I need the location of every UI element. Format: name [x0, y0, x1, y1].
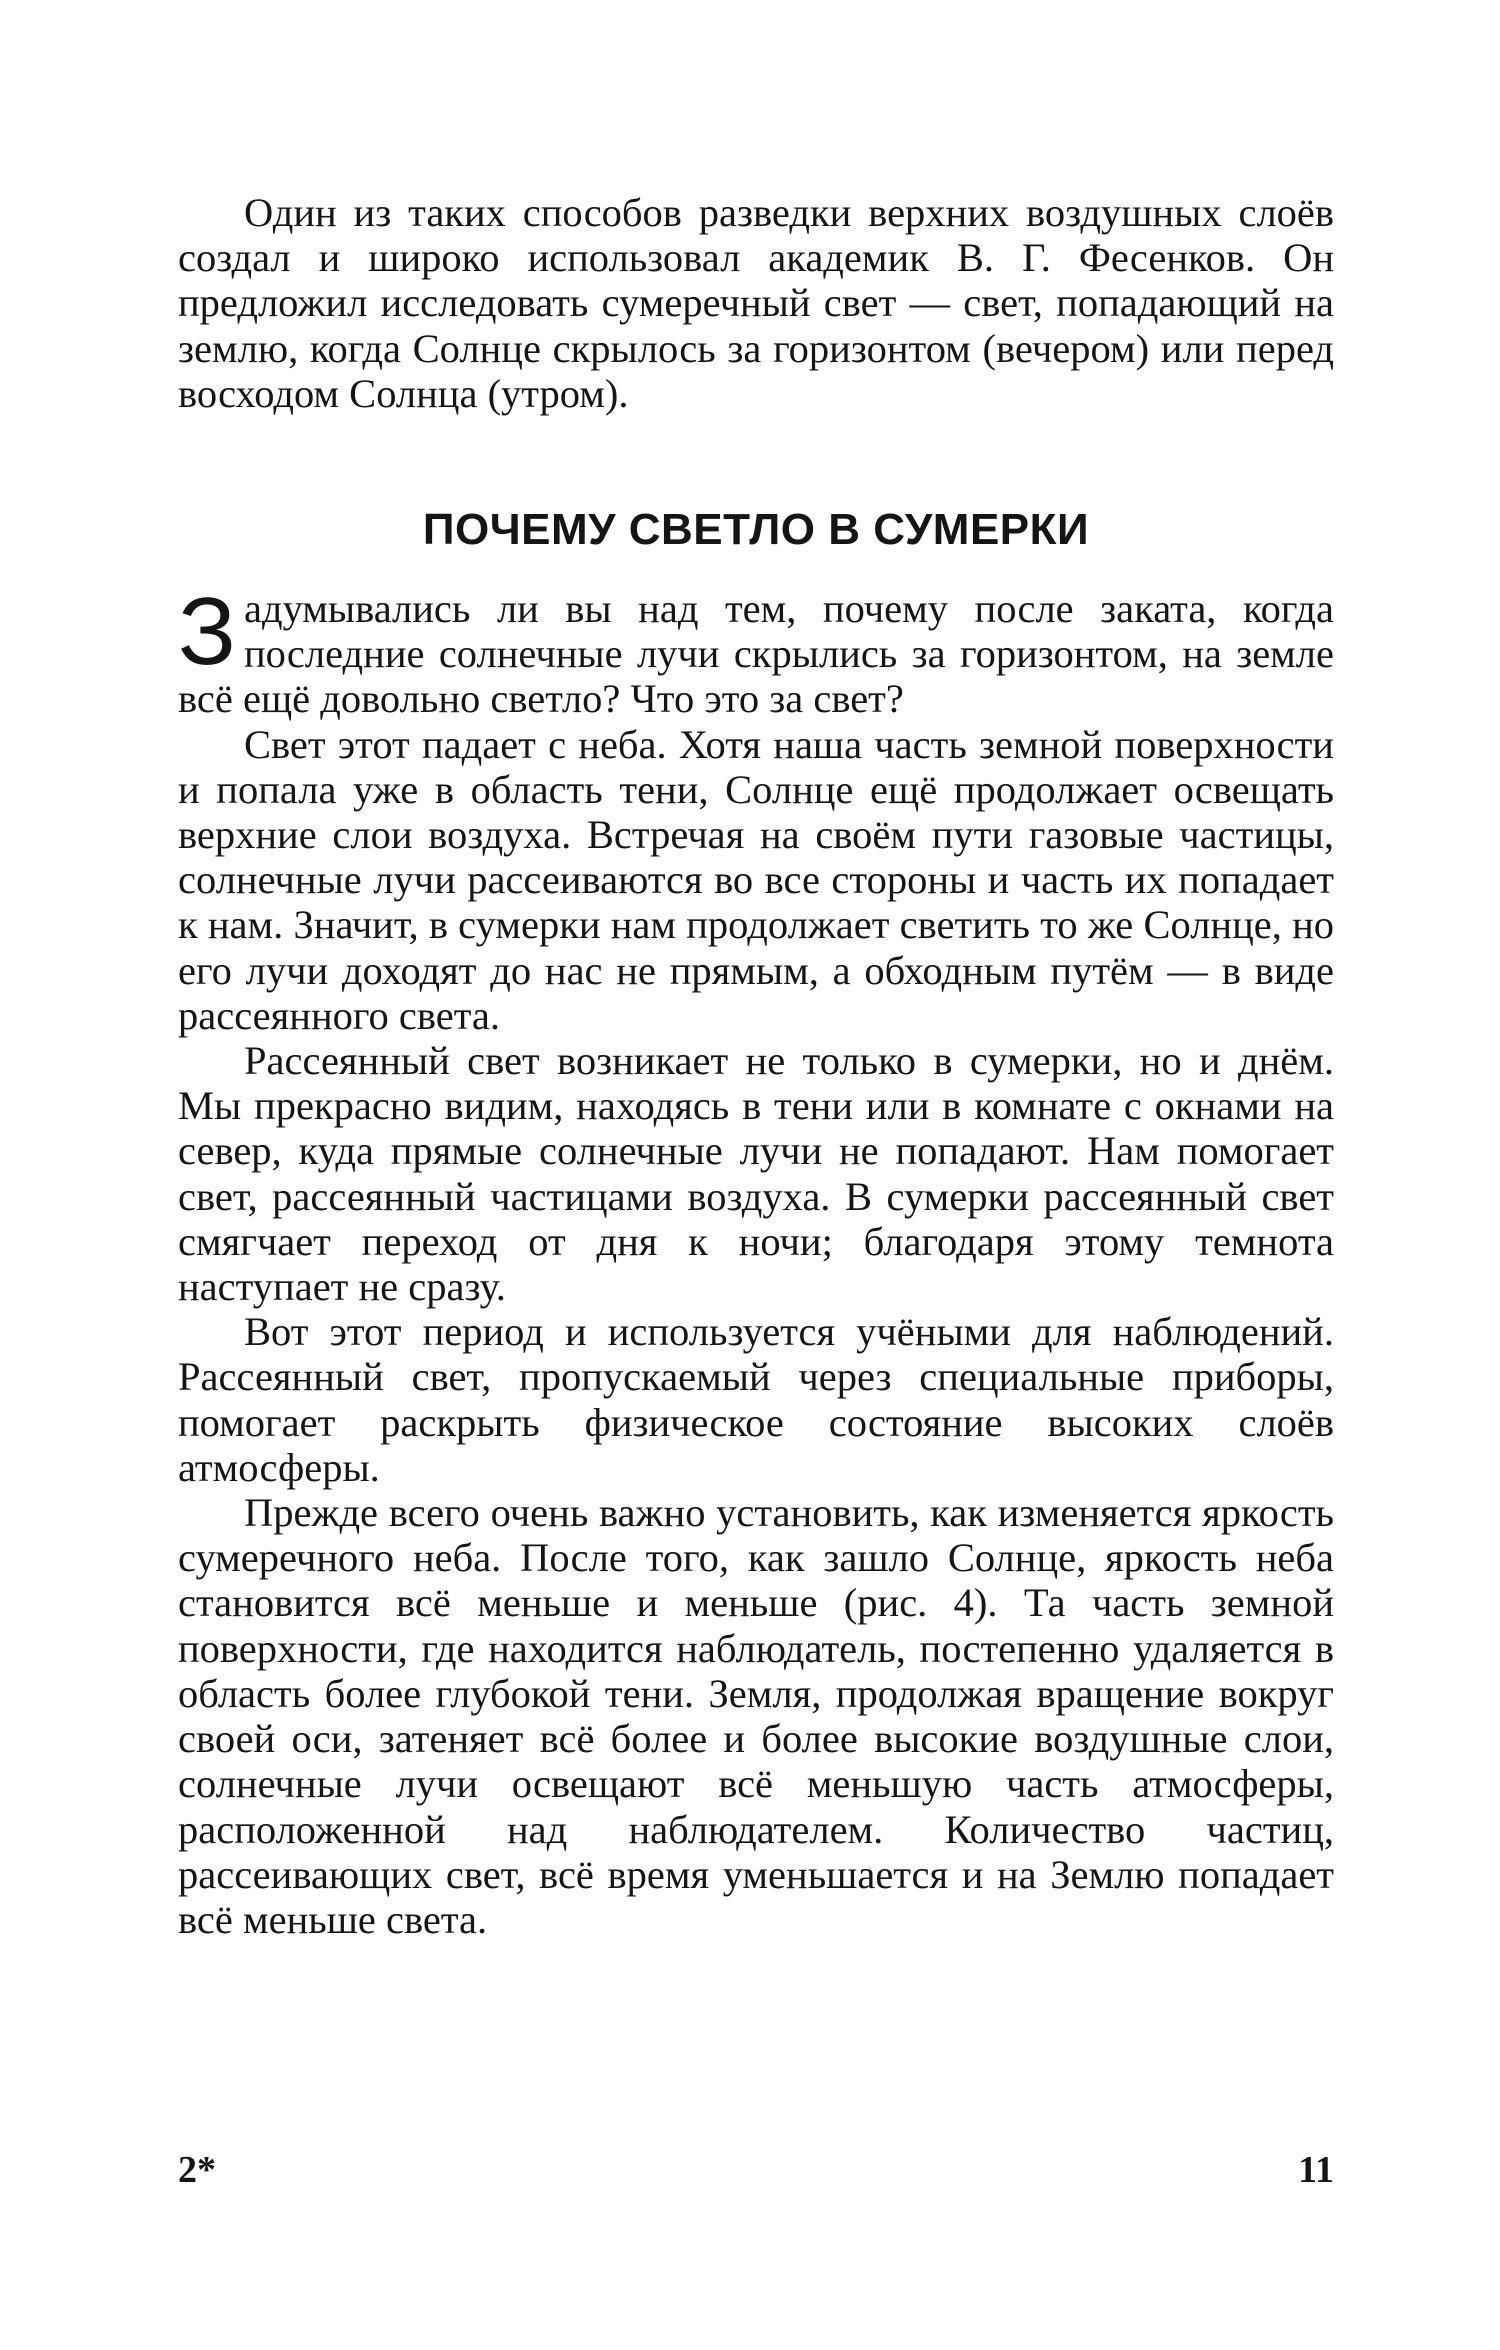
- first-paragraph-text: адумывались ли вы над тем, почему после заката, когда последние солнечные лучи скрылись за горизонтом, на земле всё ещё довольно светло? Что это за свет?: [178, 586, 1334, 722]
- drop-cap: З: [178, 578, 236, 686]
- paragraph-scattering: Свет этот падает с неба. Хотя наша часть земной поверхности и попала уже в область тени, Солнце ещё продолжает освещать верхние слои воздуха. Встречая на своём пути газовые частицы, солнечные лучи рассеиваются во все стороны и часть их попадает к нам. Значит, в сумерки нам продолжает светить то же Солнце, но его лучи доходят до нас не прямым, а обходным путём — в виде рассеянного света.: [178, 721, 1334, 1038]
- paragraph-observation: Вот этот период и используется учёными для наблюдений. Рассеянный свет, пропускаемый через специальные приборы, помогает раскрыть физическое состояние высоких слоёв атмосферы.: [178, 1309, 1334, 1490]
- first-paragraph: [178, 578, 1334, 722]
- paragraph-daytime: Рассеянный свет возникает не только в сумерки, но и днём. Мы прекрасно видим, находясь в тени или в комнате с окнами на север, куда прямые солнечные лучи не попадают. Нам помогает свет, рассеянный частицами воздуха. В сумерки рассеянный свет смягчает переход от дня к ночи; благодаря этому темнота наступает не сразу.: [178, 1038, 1334, 1310]
- page-footer: [178, 2148, 1334, 2191]
- signature-mark: 2*: [178, 2149, 216, 2191]
- section-title: ПОЧЕМУ СВЕТЛО В СУМЕРКИ: [422, 505, 1090, 555]
- paragraph-brightness: Прежде всего очень важно установить, как изменяется яркость сумеречного неба. После того, как зашло Солнце, яркость неба становится всё меньше и меньше (рис. 4). Та часть земной поверхности, где находится наблюдатель, постепенно удаляется в область более глубокой тени. Земля, продолжая вращение вокруг своей оси, затеняет всё более и более высокие воздушные слои, солнечные лучи освещают всё меньшую часть атмосферы, расположенной над наблюдателем. Количество частиц, рассеивающих свет, всё время уменьшается и на Землю попадает всё меньше света.: [178, 1490, 1334, 1942]
- page-number: 11: [1298, 2149, 1334, 2191]
- intro-paragraph: Один из таких способов разведки верхних воздушных слоёв создал и широко использовал академик В. Г. Фесенков. Он предложил исследовать сумеречный свет — свет, попадающий на землю, когда Солнце скрылось за горизонтом (вечером) или перед восходом Солнца (утром).: [178, 190, 1334, 416]
- page-body: [178, 190, 1334, 1942]
